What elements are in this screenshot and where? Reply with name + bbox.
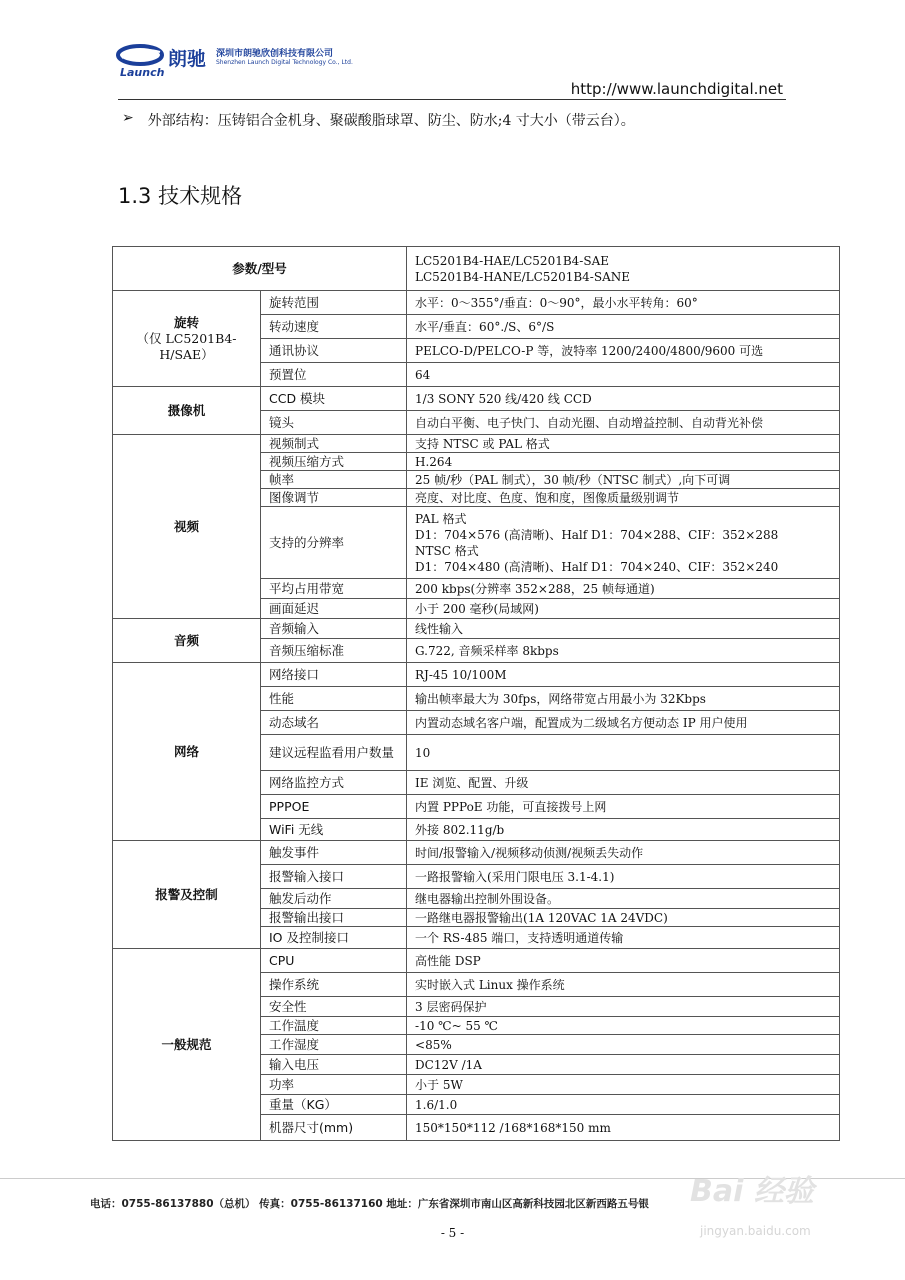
value-cell bbox=[407, 663, 840, 687]
value-line: 时间/报警输入/视频移动侦测/视频丢失动作 bbox=[415, 845, 644, 860]
param-cell: 网络监控方式 bbox=[261, 771, 407, 795]
value-line: G.722, 音频采样率 8kbps bbox=[415, 643, 559, 658]
param-cell: 工作湿度 bbox=[261, 1035, 407, 1055]
table-row bbox=[113, 387, 840, 411]
value-cell bbox=[407, 909, 840, 927]
value-cell bbox=[407, 435, 840, 453]
value-line: 1.6/1.0 bbox=[415, 1097, 458, 1112]
param-cell: CCD 模块 bbox=[261, 387, 407, 411]
value-line: 继电器输出控制外围设备。 bbox=[415, 891, 560, 906]
param-cell: WiFi 无线 bbox=[261, 819, 407, 841]
footer-contact: 电话：0755-86137880（总机） 传真：0755-86137160 地址：广东省深圳市南山区高新科技园北区新西路五号银 bbox=[90, 1198, 649, 1210]
logo-chinese: 朗驰 bbox=[168, 48, 207, 70]
param-cell: 预置位 bbox=[261, 363, 407, 387]
value-line: 自动白平衡、电子快门、自动光圈、自动增益控制、自动背光补偿 bbox=[415, 415, 764, 430]
bullet-text: 外部结构：压铸铝合金机身、聚碳酸脂球罩、防尘、防水;4 寸大小（带云台）。 bbox=[147, 113, 635, 129]
page-header bbox=[0, 0, 905, 100]
value-line: 10 bbox=[415, 745, 431, 760]
value-cell bbox=[407, 453, 840, 471]
param-cell: 通讯协议 bbox=[261, 339, 407, 363]
table-row bbox=[113, 291, 840, 315]
value-cell bbox=[407, 579, 840, 599]
value-cell bbox=[407, 639, 840, 663]
spec-table bbox=[112, 246, 840, 1141]
value-cell bbox=[407, 1055, 840, 1075]
value-line: 输出帧率最大为 30fps，网络带宽占用最小为 32Kbps bbox=[415, 691, 706, 706]
table-row bbox=[113, 949, 840, 973]
value-line: IE 浏览、配置、升级 bbox=[415, 775, 529, 790]
value-cell bbox=[407, 795, 840, 819]
group-name: 网络 bbox=[173, 743, 199, 759]
table-row bbox=[113, 619, 840, 639]
value-line: NTSC 格式 bbox=[415, 543, 479, 558]
group-name: 报警及控制 bbox=[155, 886, 218, 902]
value-cell bbox=[407, 315, 840, 339]
value-cell bbox=[407, 339, 840, 363]
value-line: 200 kbps(分辨率 352×288，25 帧每通道) bbox=[415, 581, 655, 596]
value-cell bbox=[407, 619, 840, 639]
param-cell: 建议远程监看用户数量 bbox=[261, 735, 407, 771]
param-cell: 安全性 bbox=[261, 997, 407, 1017]
value-line: PELCO-D/PELCO-P 等，波特率 1200/2400/4800/9600 可选 bbox=[415, 343, 764, 358]
group-cell bbox=[113, 291, 261, 387]
value-cell bbox=[407, 687, 840, 711]
page-number: - 5 - bbox=[440, 1226, 465, 1240]
value-cell bbox=[407, 711, 840, 735]
value-line: 外接 802.11g/b bbox=[415, 822, 505, 837]
group-subtitle: （仅 LC5201B4-H/SAE） bbox=[136, 330, 237, 362]
group-cell bbox=[113, 949, 261, 1141]
group-name: 旋转 bbox=[173, 314, 199, 330]
param-cell: 输入电压 bbox=[261, 1055, 407, 1075]
header-label: 参数/型号 bbox=[113, 247, 407, 291]
value-cell bbox=[407, 411, 840, 435]
value-line: 线性输入 bbox=[415, 621, 464, 636]
value-cell bbox=[407, 291, 840, 315]
value-cell bbox=[407, 489, 840, 507]
value-cell bbox=[407, 1075, 840, 1095]
value-cell bbox=[407, 997, 840, 1017]
section-title: 1.3 技术规格 bbox=[118, 184, 243, 208]
group-cell bbox=[113, 663, 261, 841]
group-cell bbox=[113, 619, 261, 663]
value-line: D1：704×480 (高清晰)、Half D1：704×240、CIF：352×240 bbox=[415, 559, 779, 574]
group-name: 视频 bbox=[173, 518, 199, 534]
value-cell bbox=[407, 363, 840, 387]
value-line: 一路报警输入(采用门限电压 3.1-4.1) bbox=[415, 869, 615, 884]
structure-bullet bbox=[122, 110, 635, 130]
value-line: 150*150*112 /168*168*150 mm bbox=[415, 1120, 611, 1135]
param-cell: 重量（KG） bbox=[261, 1095, 407, 1115]
value-line: 小于 5W bbox=[415, 1077, 463, 1092]
param-cell: PPPOE bbox=[261, 795, 407, 819]
param-cell: 功率 bbox=[261, 1075, 407, 1095]
param-cell: 镜头 bbox=[261, 411, 407, 435]
value-line: 小于 200 毫秒(局域网) bbox=[415, 601, 539, 616]
website-url[interactable]: http://www.launchdigital.net bbox=[570, 80, 783, 98]
value-cell bbox=[407, 1017, 840, 1035]
value-cell bbox=[407, 1095, 840, 1115]
value-line: 实时嵌入式 Linux 操作系统 bbox=[415, 977, 565, 992]
group-cell bbox=[113, 387, 261, 435]
value-cell bbox=[407, 471, 840, 489]
bullet-arrow-icon: ➢ bbox=[122, 110, 134, 126]
param-cell: 音频压缩标准 bbox=[261, 639, 407, 663]
param-cell: 帧率 bbox=[261, 471, 407, 489]
table-row bbox=[113, 435, 840, 453]
value-line: 支持 NTSC 或 PAL 格式 bbox=[415, 436, 550, 451]
value-line: 内置 PPPoE 功能，可直接拨号上网 bbox=[415, 799, 607, 814]
group-cell bbox=[113, 841, 261, 949]
value-line: 64 bbox=[415, 367, 431, 382]
value-line: PAL 格式 bbox=[415, 511, 467, 526]
value-line: 内置动态域名客户端，配置成为二级域名方便动态 IP 用户使用 bbox=[415, 715, 748, 730]
param-cell: IO 及控制接口 bbox=[261, 927, 407, 949]
value-cell bbox=[407, 1035, 840, 1055]
header-divider bbox=[118, 99, 786, 100]
value-cell bbox=[407, 387, 840, 411]
value-line: -10 ℃~ 55 ℃ bbox=[415, 1018, 498, 1033]
param-cell: 画面延迟 bbox=[261, 599, 407, 619]
param-cell: 操作系统 bbox=[261, 973, 407, 997]
value-cell bbox=[407, 865, 840, 889]
param-cell: 支持的分辨率 bbox=[261, 507, 407, 579]
group-name: 摄像机 bbox=[167, 402, 206, 418]
param-cell: 视频压缩方式 bbox=[261, 453, 407, 471]
param-cell: 工作温度 bbox=[261, 1017, 407, 1035]
value-cell bbox=[407, 819, 840, 841]
value-line: DC12V /1A bbox=[415, 1057, 482, 1072]
value-cell bbox=[407, 973, 840, 997]
model-line: LC5201B4-HAE/LC5201B4-SAE bbox=[415, 253, 609, 268]
param-cell: 视频制式 bbox=[261, 435, 407, 453]
value-line: 一路继电器报警输出(1A 120VAC 1A 24VDC) bbox=[415, 910, 668, 925]
header-models bbox=[407, 247, 840, 291]
value-line: 25 帧/秒（PAL 制式），30 帧/秒（NTSC 制式）,向下可调 bbox=[415, 472, 731, 487]
param-cell: 图像调节 bbox=[261, 489, 407, 507]
value-cell bbox=[407, 1115, 840, 1141]
param-cell: 网络接口 bbox=[261, 663, 407, 687]
param-cell: 性能 bbox=[261, 687, 407, 711]
value-cell bbox=[407, 949, 840, 973]
param-cell: CPU bbox=[261, 949, 407, 973]
company-logo bbox=[116, 42, 366, 82]
value-line: 一个 RS-485 端口，支持透明通道传输 bbox=[415, 930, 624, 945]
watermark bbox=[690, 1158, 840, 1258]
value-cell bbox=[407, 735, 840, 771]
param-cell: 旋转范围 bbox=[261, 291, 407, 315]
param-cell: 机器尺寸(mm) bbox=[261, 1115, 407, 1141]
value-line: 亮度、对比度、色度、饱和度，图像质量级别调节 bbox=[415, 490, 680, 505]
model-line: LC5201B4-HANE/LC5201B4-SANE bbox=[415, 269, 630, 284]
param-cell: 报警输入接口 bbox=[261, 865, 407, 889]
param-cell: 平均占用带宽 bbox=[261, 579, 407, 599]
table-header-row bbox=[113, 247, 840, 291]
table-row bbox=[113, 841, 840, 865]
company-name-en: Shenzhen Launch Digital Technology Co., Ltd. bbox=[216, 59, 353, 66]
param-cell: 转动速度 bbox=[261, 315, 407, 339]
value-line: 1/3 SONY 520 线/420 线 CCD bbox=[415, 391, 592, 406]
watermark-url: jingyan.baidu.com bbox=[700, 1224, 811, 1238]
watermark-logo: Bai 经验 bbox=[690, 1174, 814, 1209]
value-cell bbox=[407, 771, 840, 795]
param-cell: 触发事件 bbox=[261, 841, 407, 865]
value-line: RJ-45 10/100M bbox=[415, 667, 507, 682]
value-line: 高性能 DSP bbox=[415, 953, 481, 968]
logo-english: Launch bbox=[120, 66, 165, 79]
value-line: <85% bbox=[415, 1037, 452, 1052]
value-cell bbox=[407, 927, 840, 949]
param-cell: 音频输入 bbox=[261, 619, 407, 639]
group-cell bbox=[113, 435, 261, 619]
param-cell: 报警输出接口 bbox=[261, 909, 407, 927]
group-name: 音频 bbox=[173, 632, 199, 648]
value-cell bbox=[407, 889, 840, 909]
param-cell: 动态域名 bbox=[261, 711, 407, 735]
value-line: H.264 bbox=[415, 454, 453, 469]
value-cell bbox=[407, 507, 840, 579]
value-line: 水平/垂直：60°./S、6°/S bbox=[415, 319, 555, 334]
value-cell bbox=[407, 599, 840, 619]
company-name: 深圳市朗驰欣创科技有限公司 bbox=[216, 49, 334, 59]
group-name: 一般规范 bbox=[161, 1036, 212, 1052]
value-line: 水平：0～355°/垂直：0～90°，最小水平转角：60° bbox=[415, 295, 698, 310]
value-line: 3 层密码保护 bbox=[415, 999, 487, 1014]
value-line: D1：704×576 (高清晰)、Half D1：704×288、CIF：352×288 bbox=[415, 527, 779, 542]
value-cell bbox=[407, 841, 840, 865]
param-cell: 触发后动作 bbox=[261, 889, 407, 909]
table-row bbox=[113, 663, 840, 687]
